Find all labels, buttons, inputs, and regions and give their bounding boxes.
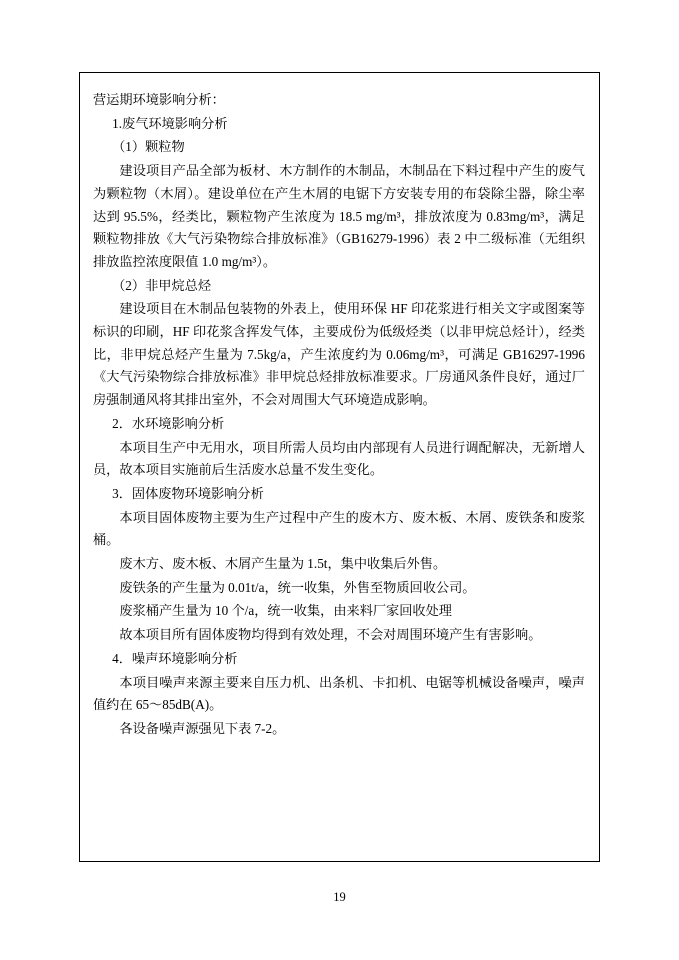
paragraph-2-1: 本项目生产中无用水，项目所需人员均由内部现有人员进行调配解决，无新增人员，故本项目实施前后生活废水总量不发生变化。 bbox=[93, 439, 585, 478]
section-title-2: 2．水环境影响分析 bbox=[112, 415, 225, 431]
paragraph-3-3: 废铁条的产生量为 0.01t/a，统一收集，外售至物质回收公司。 bbox=[119, 579, 476, 595]
page-number: 19 bbox=[333, 890, 346, 904]
subsection-title-1-1: （1）颗粒物 bbox=[112, 139, 185, 155]
section-title-4: 4．噪声环境影响分析 bbox=[112, 650, 238, 666]
document-body bbox=[80, 73, 599, 752]
paragraph-3-1: 本项目固体废物主要为生产过程中产生的废木方、废木板、木屑、废铁条和废浆桶。 bbox=[93, 509, 585, 548]
paragraph-3-2: 废木方、废木板、木屑产生量为 1.5t，集中收集后外售。 bbox=[119, 556, 447, 572]
paragraph-4-2: 各设备噪声源强见下表 7-2。 bbox=[119, 720, 286, 736]
document-heading: 营运期环境影响分析： bbox=[93, 92, 225, 107]
paragraph-1-1-1: 建设项目产品全部为板材、木方制作的木制品，木制品在下料过程中产生的废气为颗粒物（木屑）。建设单位在产生木屑的电锯下方安装专用的布袋除尘器，除尘率达到 95.5%，经类比，颗粒物产生浓度为 18.5 mg/m³，排放浓度为 0.83mg/m³，满足颗粒物排放《大气污染物综合排放标准》（GB16279-1996）表 2 中二级标准（无组织排放监控浓度限值 1.0 mg/m³）。 bbox=[93, 163, 585, 269]
paragraph-3-4: 废浆桶产生量为 10 个/a，统一收集，由来料厂家回收处理 bbox=[119, 603, 452, 619]
section-title-1: 1.废气环境影响分析 bbox=[112, 115, 228, 131]
section-title-3: 3．固体废物环境影响分析 bbox=[112, 485, 264, 501]
paragraph-3-5: 故本项目所有固体废物均得到有效处理，不会对周围环境产生有害影响。 bbox=[119, 627, 542, 643]
paragraph-4-1: 本项目噪声来源主要来自压力机、出条机、卡扣机、电锯等机械设备噪声，噪声值约在 65～85dB(A)。 bbox=[93, 674, 585, 713]
document-text-frame bbox=[79, 72, 600, 862]
subsection-title-1-2: （2）非甲烷总烃 bbox=[112, 277, 212, 293]
paragraph-1-2-1: 建设项目在木制品包装物的外表上，使用环保 HF 印花浆进行相关文字或图案等标识的印刷，HF 印花浆含挥发气体，主要成份为低级烃类（以非甲烷总烃计），经类比，非甲烷总烃产生量为 7.5kg/a，产生浓度约为 0.06mg/m³，可满足 GB16297-1996《大气污染物综合排放标准》非甲烷总烃排放标准要求。厂房通风条件良好，通过厂房强制通风将其排出室外，不会对周围大气环境造成影响。 bbox=[93, 301, 585, 408]
